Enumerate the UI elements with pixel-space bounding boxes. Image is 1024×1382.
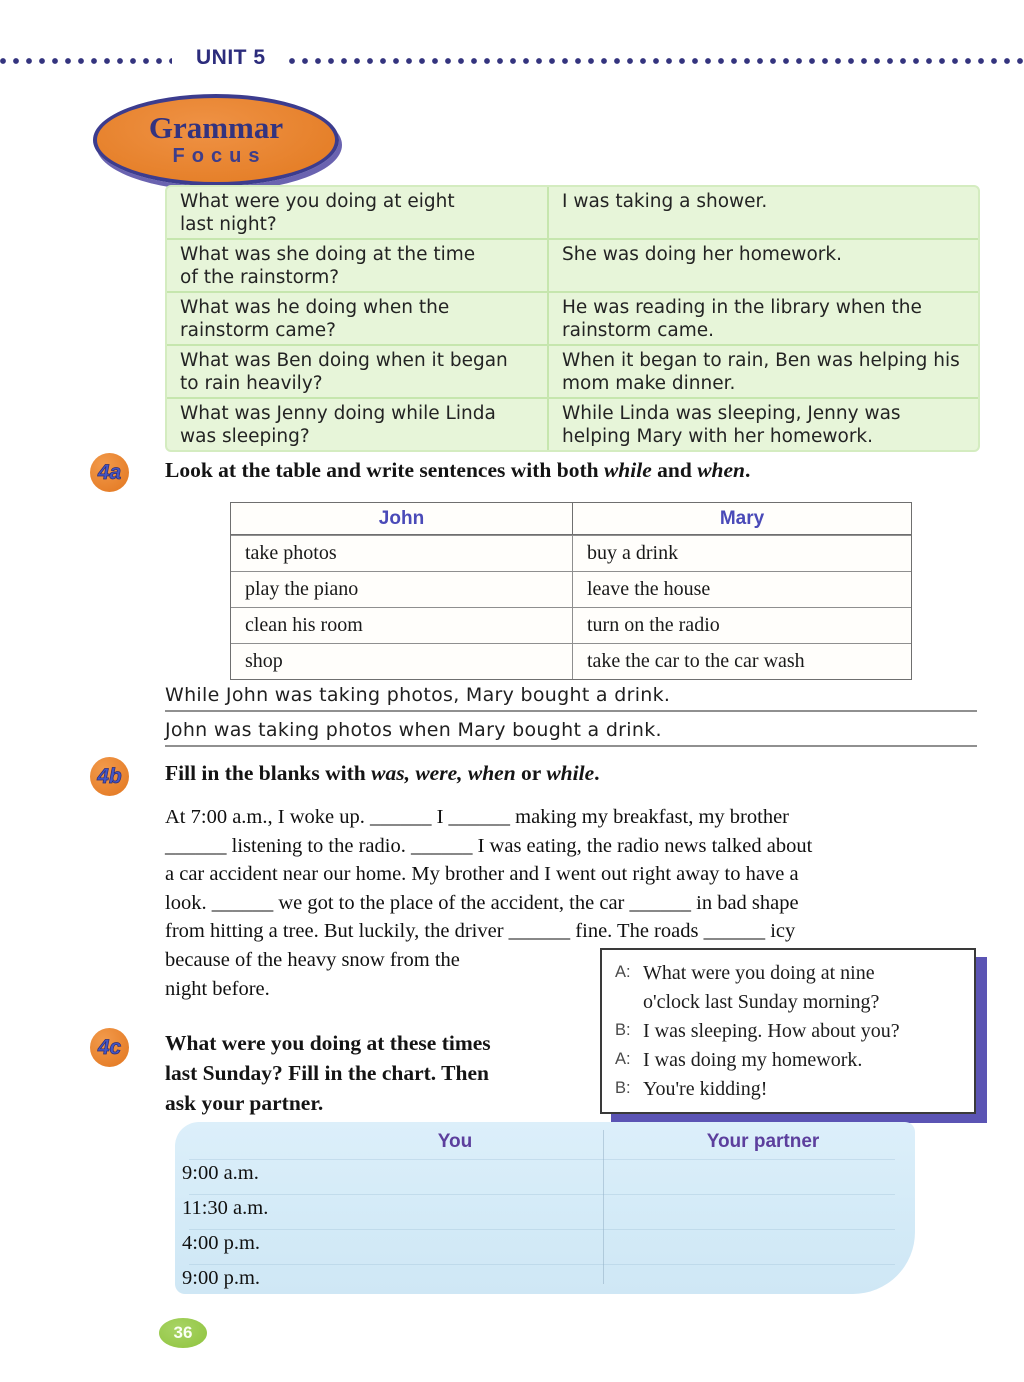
table-row <box>231 643 911 679</box>
time-label: 9:00 p.m. <box>182 1267 261 1289</box>
heading-line: ask your partner. <box>165 1091 324 1115</box>
paragraph-line: night before. <box>165 977 270 1000</box>
john-mary-table <box>230 502 912 680</box>
column-header-john: John <box>378 507 425 529</box>
table-header-row <box>231 503 911 535</box>
mary-cell: buy a drink <box>572 536 911 571</box>
answer-cell <box>547 399 978 450</box>
chart-row-line <box>189 1194 895 1195</box>
answer-cell <box>547 346 978 397</box>
time-label: 9:00 a.m. <box>182 1162 259 1184</box>
section-4b-badge: 4b <box>90 757 129 796</box>
grammar-focus-table <box>165 185 980 452</box>
grammar-focus-subtitle: Focus <box>172 145 267 167</box>
answer-cell <box>547 293 978 344</box>
heading-italic: when <box>697 458 745 482</box>
times-chart-panel <box>175 1122 915 1294</box>
dialogue-text: You're kidding! <box>643 1078 768 1100</box>
dialogue-line <box>615 1046 964 1075</box>
question-cell <box>167 346 547 397</box>
question-line: What was he doing when the <box>180 297 450 318</box>
page-number-badge: 36 <box>159 1318 207 1348</box>
question-line: to rain heavily? <box>180 373 323 394</box>
example-sentence-while: While John was taking photos, Mary bought a drink. <box>165 684 977 712</box>
answer-line: I was taking a shower. <box>562 191 768 212</box>
dialogue-line <box>615 1075 964 1104</box>
question-line: of the rainstorm? <box>180 267 340 288</box>
chart-header-you: You <box>437 1131 473 1152</box>
heading-text: or <box>515 761 547 785</box>
heading-italic: while <box>603 458 652 482</box>
question-line: What was Ben doing when it began <box>180 350 508 371</box>
question-line: What were you doing at eight <box>180 191 455 212</box>
table-row <box>167 187 978 238</box>
table-row <box>231 535 911 571</box>
mary-cell: turn on the radio <box>572 608 911 643</box>
question-cell <box>167 399 547 450</box>
dotted-rule-right <box>289 57 1024 65</box>
question-line: was sleeping? <box>180 426 310 447</box>
heading-text: . <box>594 761 600 785</box>
example-sentence-when: John was taking photos when Mary bought a drink. <box>165 719 977 747</box>
heading-text: and <box>651 458 698 482</box>
paragraph-line: look. ______ we got to the place of the accident, the car ______ in bad shape <box>165 891 799 914</box>
section-4b-heading <box>165 761 600 786</box>
heading-line: What were you doing at these times <box>165 1031 491 1055</box>
table-row <box>167 291 978 344</box>
section-4c-heading <box>165 1028 625 1118</box>
chart-row-line <box>189 1264 895 1265</box>
answer-line: helping Mary with her homework. <box>562 426 874 447</box>
question-cell <box>167 187 547 238</box>
john-cell: play the piano <box>245 578 359 600</box>
dotted-rule-left <box>0 57 172 65</box>
dialogue-text-line: What were you doing at nine <box>643 962 875 984</box>
question-line: What was Jenny doing while Linda <box>180 403 496 424</box>
mary-cell: take the car to the car wash <box>572 644 911 679</box>
mary-cell: leave the house <box>572 572 911 607</box>
speaker-label: B: <box>615 1021 631 1039</box>
question-line: rainstorm came? <box>180 320 336 341</box>
section-4a-badge: 4a <box>90 453 129 492</box>
unit-label: UNIT 5 <box>196 46 266 69</box>
time-label: 4:00 p.m. <box>182 1232 261 1254</box>
john-cell: clean his room <box>245 614 363 636</box>
dialogue-text: I was sleeping. How about you? <box>643 1020 900 1042</box>
speaker-label: A: <box>615 1050 631 1068</box>
table-row <box>231 571 911 607</box>
dialogue-text <box>643 959 879 1017</box>
paragraph-line: from hitting a tree. But luckily, the driver ______ fine. The roads ______ icy <box>165 920 796 943</box>
heading-line: last Sunday? Fill in the chart. Then <box>165 1061 489 1085</box>
sample-dialogue-box <box>600 948 976 1114</box>
table-row <box>167 238 978 291</box>
chart-header-your-partner: Your partner <box>706 1131 820 1152</box>
paragraph-line: a car accident near our home. My brother and I went out right away to have a <box>165 863 799 886</box>
heading-text: Look at the table and write sentences with both <box>165 458 604 482</box>
table-row <box>167 397 978 450</box>
column-header-mary: Mary <box>572 503 911 534</box>
time-label: 11:30 a.m. <box>182 1197 269 1219</box>
chart-row-line <box>189 1229 895 1230</box>
question-line: What was she doing at the time <box>180 244 476 265</box>
section-4c-badge: 4c <box>90 1028 129 1067</box>
chart-row-line <box>189 1159 895 1160</box>
john-cell: take photos <box>245 542 337 564</box>
answer-line: mom make dinner. <box>562 373 736 394</box>
dialogue-text: I was doing my homework. <box>643 1049 863 1071</box>
john-cell: shop <box>245 650 283 672</box>
paragraph-line: ______ listening to the radio. ______ I was eating, the radio news talked about <box>165 834 813 857</box>
heading-italic: was, were, when <box>371 761 516 785</box>
dialogue-line <box>615 959 964 1017</box>
answer-line: He was reading in the library when the <box>562 297 922 318</box>
heading-text: Fill in the blanks with <box>165 761 372 785</box>
grammar-focus-badge <box>93 94 339 186</box>
chart-column-divider <box>603 1130 604 1284</box>
question-cell <box>167 293 547 344</box>
heading-italic: while <box>546 761 595 785</box>
grammar-focus-title: Grammar <box>148 110 284 145</box>
speaker-label: A: <box>615 963 631 981</box>
table-row <box>231 607 911 643</box>
section-4a-heading <box>165 458 750 483</box>
speaker-label: B: <box>615 1079 631 1097</box>
paragraph-line: At 7:00 a.m., I woke up. ______ I ______ making my breakfast, my brother <box>165 806 789 828</box>
table-row <box>167 344 978 397</box>
answer-cell <box>547 240 978 291</box>
question-line: last night? <box>180 214 277 235</box>
dialogue-text-line: o'clock last Sunday morning? <box>643 991 880 1013</box>
paragraph-line: because of the heavy snow from the <box>165 948 460 971</box>
answer-cell <box>547 187 978 238</box>
answer-line: While Linda was sleeping, Jenny was <box>562 403 901 424</box>
question-cell <box>167 240 547 291</box>
dialogue-line <box>615 1017 964 1046</box>
answer-line: When it began to rain, Ben was helping his <box>562 350 960 371</box>
heading-text: . <box>745 458 751 482</box>
answer-line: She was doing her homework. <box>562 244 842 265</box>
answer-line: rainstorm came. <box>562 320 714 341</box>
